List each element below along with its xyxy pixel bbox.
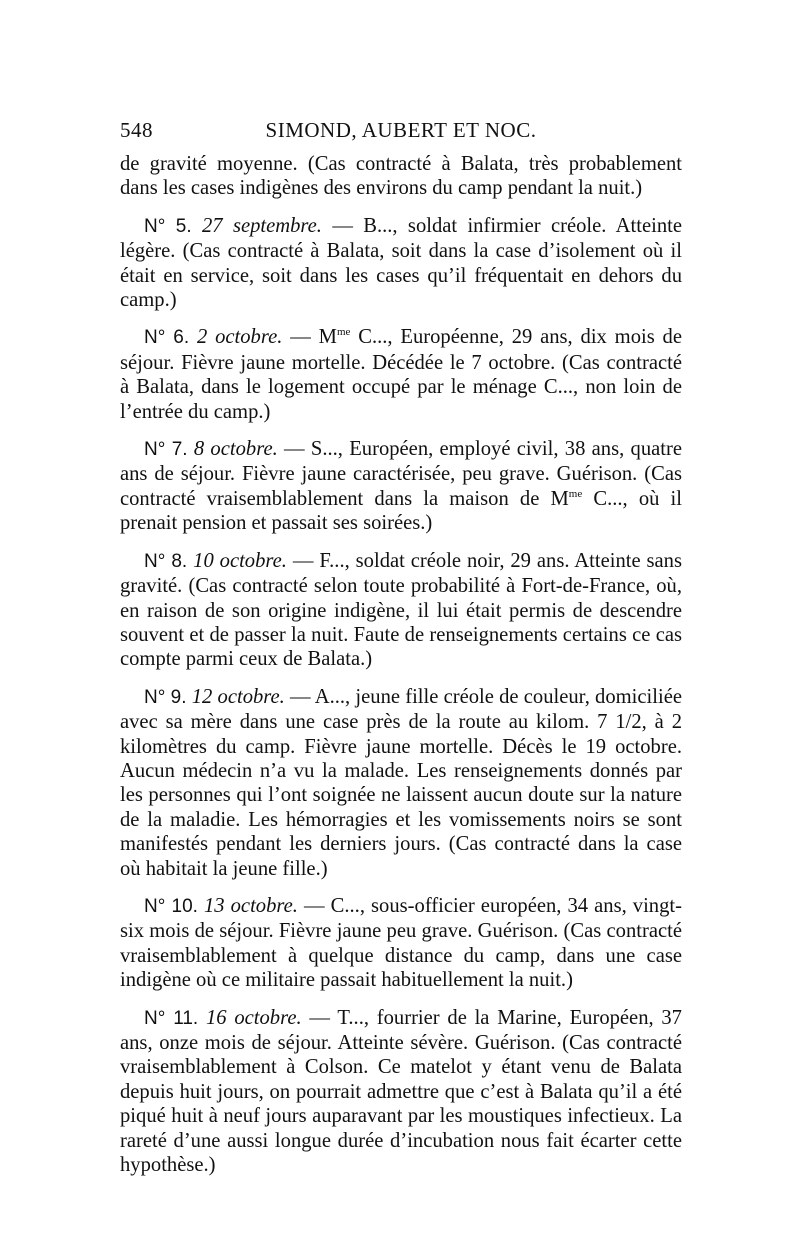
case-date: 13 octobre. [203,894,298,917]
case-entry-11 [120,1006,682,1178]
case-date: 27 septembre. [202,214,322,237]
book-page [120,118,682,1177]
case-entry-6 [120,325,682,424]
case-number: N° 11. [144,1007,199,1029]
case-date: 12 octobre. [191,685,285,708]
page-number: 548 [120,118,153,142]
case-text: — S..., Européen, employé civil, 38 ans, quatre ans de séjour. Fièvre jaune caractérisée, peu grave. Guérison. (Cas contracté vraisemblablement dans la maison de M [120,438,682,510]
case-date: 16 octobre. [205,1006,302,1029]
case-number: N° 5. [144,215,192,237]
case-text: C..., Européenne, 29 ans, dix mois de séjour. Fièvre jaune mortelle. Décédée le 7 octobre. (Cas contracté à Balata, dans le logement occupé par le ménage C..., non loin de l’entrée du camp.) [120,326,682,423]
case-text-continued: C..., où il prenait pension et passait ses soirées.) [120,487,682,535]
case-date: 8 octobre. [193,438,278,461]
case-number: N° 7. [144,439,188,461]
running-title: SIMOND, AUBERT ET NOC. [265,118,537,142]
case-entry-9 [120,685,682,881]
paragraph-intro: de gravité moyenne. (Cas contracté à Balata, très probablement dans les cases indigènes des environs du camp pendant la nuit.) [120,153,682,200]
superscript: me [336,326,351,339]
case-number: N° 10. [144,895,198,917]
case-number: N° 8. [144,550,188,572]
case-text: — T..., fourrier de la Marine, Européen, 37 ans, onze mois de séjour. Atteinte sévère. Guérison. (Cas contracté vraisemblablement à Colson. Ce matelot y étant venu de Balata depuis huit jours, on pourrait admettre que c’est à Balata qu’il a été piqué huit à neuf jours auparavant par les moustiques infectieux. La rareté d’une aussi longue durée d’incubation nous fait écarter cette hypothèse.) [120,1006,682,1177]
case-text: — B..., soldat infirmier créole. Atteinte légère. (Cas contracté à Balata, soit dans la case d’isolement où il était en service, soit dans les cases qu’il fréquentait en dehors du camp.) [120,214,682,312]
case-text: — A..., jeune fille créole de couleur, domiciliée avec sa mère dans une case près de la route au kilom. 7 1/2, à 2 kilomètres du camp. Fièvre jaune mortelle. Décès le 19 octobre. Aucun médecin n’a vu la malade. Les renseignements donnés par les personnes qui l’ont soignée ne laissent aucun doute sur la nature de la maladie. Les hémorragies et les vomissements noirs se sont manifestés pendant les derniers jours. (Cas contracté dans la case où habitait la jeune fille.) [120,685,682,880]
case-entry-5 [120,214,682,313]
case-dash: — M [282,326,337,349]
case-entry-7 [120,437,682,536]
case-entry-8 [120,549,682,672]
case-text: — C..., sous-officier européen, 34 ans, vingt-six mois de séjour. Fièvre jaune peu grave. Guérison. (Cas contracté vraisemblablement à quelque distance du camp, dans une case indigène où ce militaire passait habituellement la nuit.) [120,894,682,992]
case-date: 10 octobre. [193,549,287,572]
case-number: N° 9. [144,686,187,708]
running-head [120,118,682,148]
case-date: 2 octobre. [196,326,283,349]
case-text: — F..., soldat créole noir, 29 ans. Atteinte sans gravité. (Cas contracté selon toute probabilité à Fort-de-France, où, en raison de son origine indigène, il lui était permis de descendre souvent et de passer la nuit. Faute de renseignements certains ce cas compte parmi ceux de Balata.) [120,549,682,671]
superscript: me [568,487,583,500]
case-entry-10 [120,894,682,993]
case-number: N° 6. [144,327,190,349]
